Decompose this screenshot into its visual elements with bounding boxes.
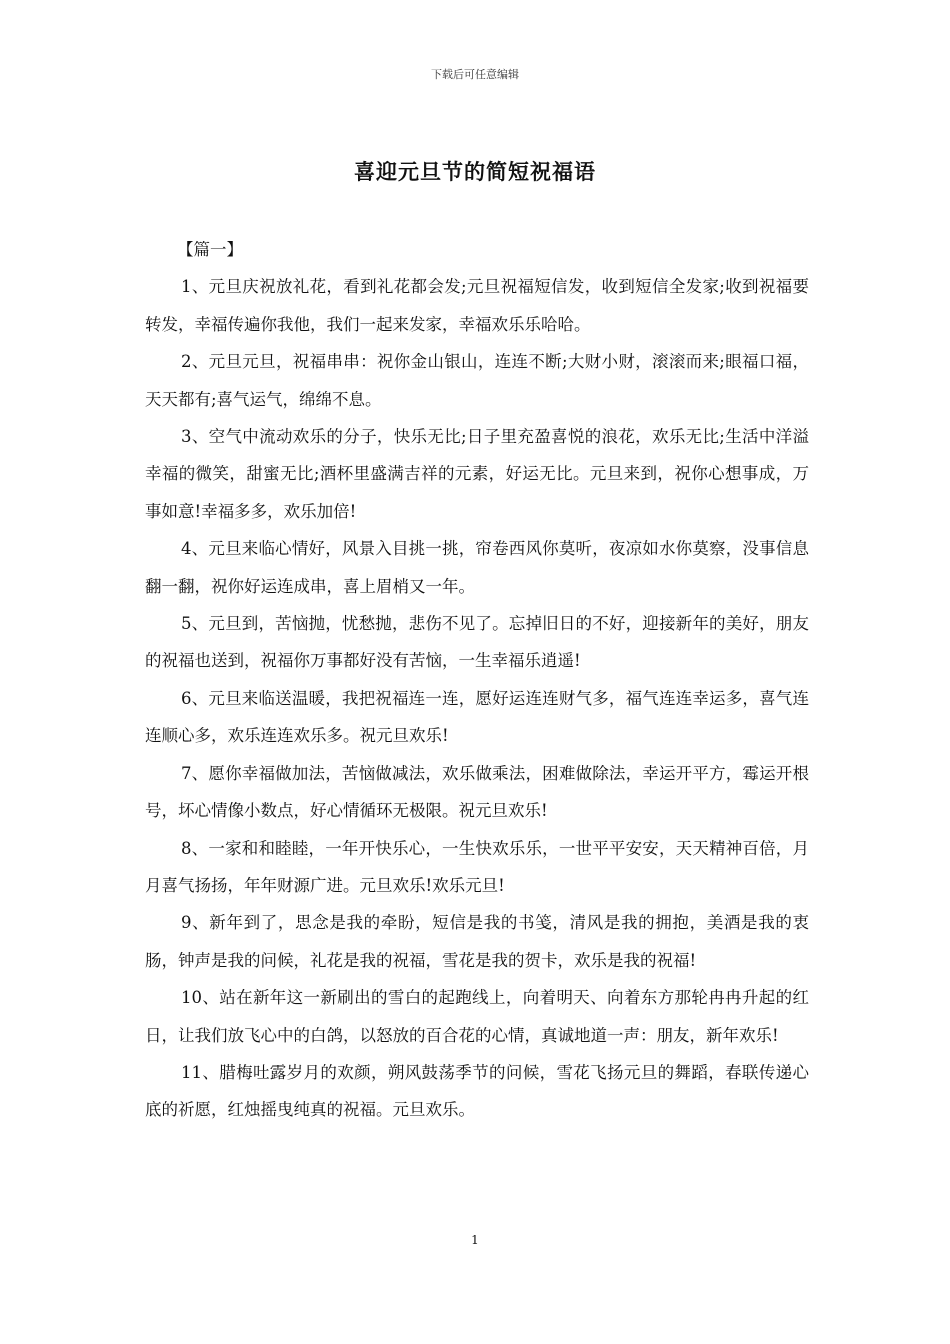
document-body xyxy=(145,231,809,1129)
header-note: 下载后可任意编辑 xyxy=(431,68,519,81)
paragraph-1: 1、元旦庆祝放礼花，看到礼花都会发;元旦祝福短信发，收到短信全发家;收到祝福要转发，幸福传遍你我他，我们一起来发家，幸福欢乐乐哈哈。 xyxy=(145,277,809,334)
page-number: 1 xyxy=(471,1233,479,1247)
paragraph-2: 2、元旦元旦，祝福串串：祝你金山银山，连连不断;大财小财，滚滚而来;眼福口福，天天都有;喜气运气，绵绵不息。 xyxy=(145,352,809,409)
document-title: 喜迎元旦节的简短祝福语 xyxy=(354,159,596,184)
paragraph-5: 5、元旦到，苦恼抛，忧愁抛，悲伤不见了。忘掉旧日的不好，迎接新年的美好，朋友的祝福也送到，祝福你万事都好没有苦恼，一生幸福乐逍遥! xyxy=(145,614,809,671)
paragraph-3: 3、空气中流动欢乐的分子，快乐无比;日子里充盈喜悦的浪花，欢乐无比;生活中洋溢幸福的微笑，甜蜜无比;酒杯里盛满吉祥的元素，好运无比。元旦来到，祝你心想事成，万事如意!幸福多多，欢乐加倍! xyxy=(145,427,809,521)
paragraph-4: 4、元旦来临心情好，风景入目挑一挑，帘卷西风你莫听，夜凉如水你莫察，没事信息翻一翻，祝你好运连成串，喜上眉梢又一年。 xyxy=(145,539,809,596)
paragraph-9: 9、新年到了，思念是我的牵盼，短信是我的书笺，清风是我的拥抱，美酒是我的衷肠，钟声是我的问候，礼花是我的祝福，雪花是我的贺卡，欢乐是我的祝福! xyxy=(145,913,809,970)
paragraph-10: 10、站在新年这一新刷出的雪白的起跑线上，向着明天、向着东方那轮冉冉升起的红日，让我们放飞心中的白鸽，以怒放的百合花的心情，真诚地道一声：朋友，新年欢乐! xyxy=(145,988,809,1045)
paragraph-8: 8、一家和和睦睦，一年开快乐心，一生快欢乐乐，一世平平安安，天天精神百倍，月月喜气扬扬，年年财源广进。元旦欢乐!欢乐元旦! xyxy=(145,838,809,895)
paragraph-11: 11、腊梅吐露岁月的欢颜，朔风鼓荡季节的问候，雪花飞扬元旦的舞蹈，春联传递心底的祈愿，红烛摇曳纯真的祝福。元旦欢乐。 xyxy=(145,1062,809,1120)
section-label: 【篇一】 xyxy=(177,240,243,259)
paragraph-7: 7、愿你幸福做加法，苦恼做减法，欢乐做乘法，困难做除法，幸运开平方，霉运开根号，坏心情像小数点，好心情循环无极限。祝元旦欢乐! xyxy=(145,763,809,821)
paragraph-6: 6、元旦来临送温暖，我把祝福连一连，愿好运连连财气多，福气连连幸运多，喜气连连顺心多，欢乐连连欢乐多。祝元旦欢乐! xyxy=(145,688,809,746)
